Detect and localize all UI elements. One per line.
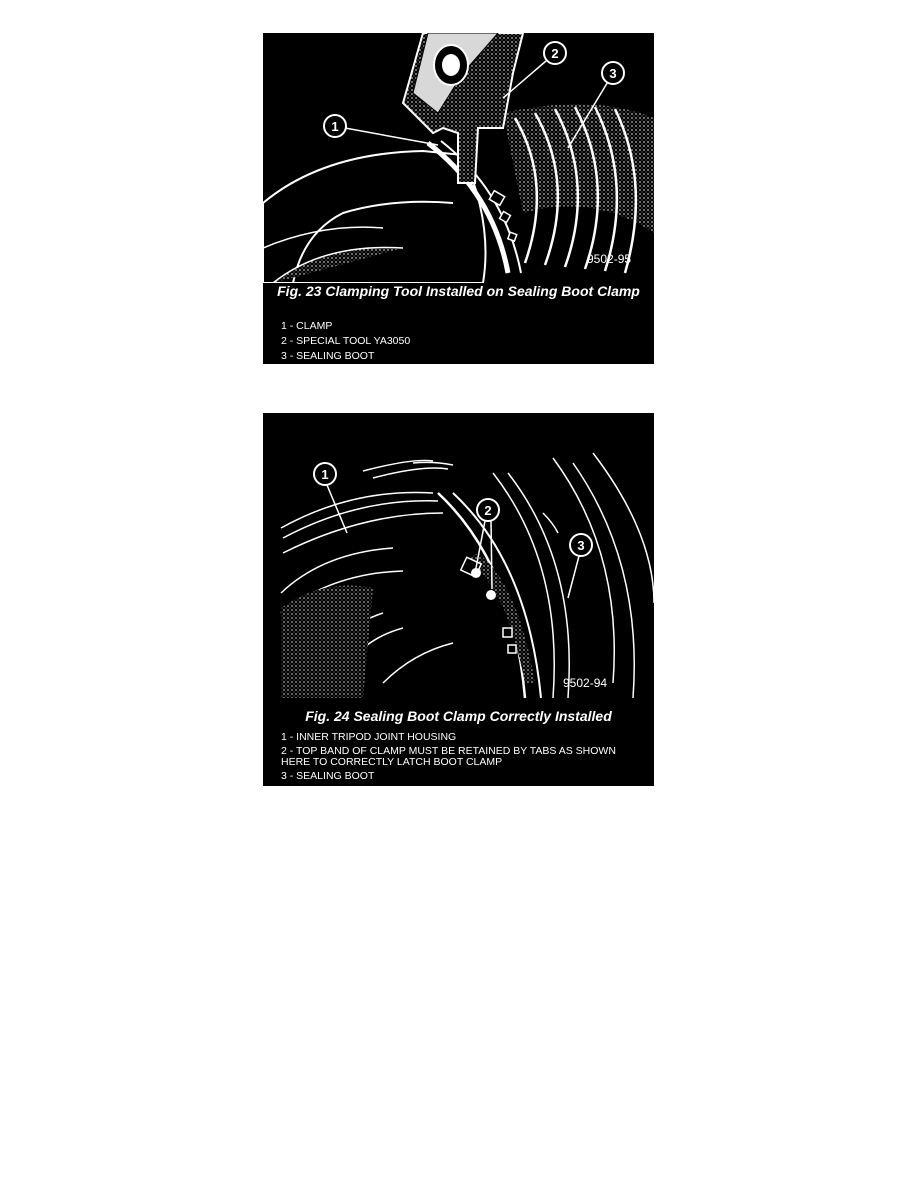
callout-1: 1 xyxy=(321,467,329,482)
legend-item: 1 - CLAMP xyxy=(281,320,333,332)
figure-legend xyxy=(281,320,410,364)
legend-item: 1 - INNER TRIPOD JOINT HOUSING xyxy=(281,731,457,743)
figure-caption: Fig. 24 Sealing Boot Clamp Correctly Installed xyxy=(305,708,612,724)
callout-2: 2 xyxy=(551,46,559,61)
figure-caption: Fig. 23 Clamping Tool Installed on Sealing Boot Clamp xyxy=(277,283,640,299)
figure-23 xyxy=(263,33,654,364)
legend-item: 2 - SPECIAL TOOL YA3050 xyxy=(281,335,411,347)
figure-legend xyxy=(281,731,641,785)
figure-24-illustration xyxy=(263,413,654,703)
legend-item: 3 - SEALING BOOT xyxy=(281,350,375,362)
callout-1: 1 xyxy=(331,119,339,134)
figure-23-illustration xyxy=(263,33,654,283)
callout-3: 3 xyxy=(577,538,585,553)
callout-3: 3 xyxy=(609,66,617,81)
callout-2: 2 xyxy=(484,503,492,518)
figure-code: 9502-94 xyxy=(563,676,608,690)
legend-item: 2 - TOP BAND OF CLAMP MUST BE RETAINED BY TABS AS SHOWN HERE TO CORRECTLY LATCH BOOT CLAMP xyxy=(281,745,616,768)
figure-code: 9502-95 xyxy=(587,252,632,266)
figure-24 xyxy=(263,413,654,786)
legend-item: 3 - SEALING BOOT xyxy=(281,770,375,782)
